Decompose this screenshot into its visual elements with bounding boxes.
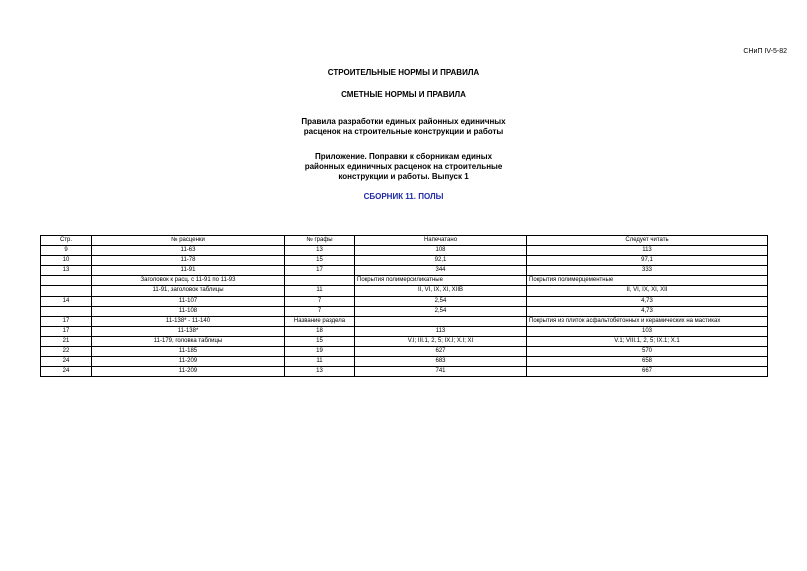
cell-should-read: II, VI, IX, XI, XII xyxy=(527,286,768,296)
cell-page xyxy=(41,276,92,286)
cell-page xyxy=(41,306,92,316)
collection-title xyxy=(0,192,807,202)
cell-rate-number: 11-63 xyxy=(92,246,285,256)
cell-should-read: 97,1 xyxy=(527,256,768,266)
cell-should-read: Покрытия из плиток асфальтобетонных и керамических на мастиках xyxy=(527,316,768,326)
cell-page: 14 xyxy=(41,296,92,306)
cell-rate-number: 11-91, заголовок таблицы xyxy=(92,286,285,296)
cell-printed: 627 xyxy=(355,347,527,357)
table-row xyxy=(41,316,768,326)
cell-column-number xyxy=(285,276,355,286)
cell-page: 10 xyxy=(41,256,92,266)
header-page: Стр. xyxy=(41,236,92,246)
cell-column-number: Название раздела xyxy=(285,316,355,326)
cell-printed: Покрытия полимерсиликатные xyxy=(355,276,527,286)
cell-rate-number: Заголовок к расц. с 11-91 по 11-93 xyxy=(92,276,285,286)
cell-should-read: 667 xyxy=(527,367,768,377)
cell-should-read: V.1; VIII.1, 2, 5; IX.1; X.1 xyxy=(527,336,768,346)
document-code: СНиП IV-5-82 xyxy=(743,48,787,55)
cell-column-number: 11 xyxy=(285,286,355,296)
cell-page: 17 xyxy=(41,326,92,336)
cell-column-number: 15 xyxy=(285,336,355,346)
cell-column-number: 7 xyxy=(285,296,355,306)
rules-title-line-2: расценок на строительные конструкции и работы xyxy=(303,127,504,136)
cell-column-number: 19 xyxy=(285,347,355,357)
cell-page: 17 xyxy=(41,316,92,326)
cell-should-read: 4,73 xyxy=(527,296,768,306)
cell-page: 21 xyxy=(41,336,92,346)
table-header-row xyxy=(41,236,768,246)
cell-column-number: 7 xyxy=(285,306,355,316)
cell-printed: 741 xyxy=(355,367,527,377)
table-row xyxy=(41,347,768,357)
cell-column-number: 13 xyxy=(285,367,355,377)
cell-should-read: Покрытия полимерцементные xyxy=(527,276,768,286)
cell-rate-number: 11-108 xyxy=(92,306,285,316)
cell-should-read: 4,73 xyxy=(527,306,768,316)
table-row xyxy=(41,276,768,286)
table-row xyxy=(41,286,768,296)
cell-printed: 2,54 xyxy=(355,296,527,306)
cell-rate-number: 11-91 xyxy=(92,266,285,276)
cell-printed: II, VI, IX, XI, XIIB xyxy=(355,286,527,296)
cell-rate-number: 11-185 xyxy=(92,347,285,357)
cell-rate-number: 11-107 xyxy=(92,296,285,306)
cell-column-number: 11 xyxy=(285,357,355,367)
appendix-title-line-2: районных единичных расценок на строительные xyxy=(304,162,503,171)
appendix-title-line-3: конструкции и работы. Выпуск 1 xyxy=(338,172,469,181)
subtitle-line: СМЕТНЫЕ НОРМЫ И ПРАВИЛА xyxy=(341,90,466,99)
table-row xyxy=(41,367,768,377)
cell-printed: 683 xyxy=(355,357,527,367)
main-title xyxy=(0,68,807,78)
cell-should-read: 658 xyxy=(527,357,768,367)
cell-page: 24 xyxy=(41,357,92,367)
errata-table xyxy=(40,235,768,377)
header-column-number: № графы xyxy=(285,236,355,246)
table-row xyxy=(41,326,768,336)
header-rate-number: № расценки xyxy=(92,236,285,246)
cell-should-read: 103 xyxy=(527,326,768,336)
collection-title-text: СБОРНИК 11. ПОЛЫ xyxy=(363,192,444,201)
cell-page: 13 xyxy=(41,266,92,276)
cell-rate-number: 11-179, головка таблицы xyxy=(92,336,285,346)
cell-should-read: 570 xyxy=(527,347,768,357)
cell-page xyxy=(41,286,92,296)
cell-printed: V.I; III.1, 2, 5; IX.I; X.I; XI xyxy=(355,336,527,346)
rules-title xyxy=(0,117,807,137)
header-should-read: Следует читать xyxy=(527,236,768,246)
cell-printed: 2,54 xyxy=(355,306,527,316)
cell-rate-number: 11-78 xyxy=(92,256,285,266)
appendix-title-line-1: Приложение. Поправки к сборникам единых xyxy=(314,152,493,161)
cell-page: 9 xyxy=(41,246,92,256)
cell-column-number: 18 xyxy=(285,326,355,336)
table-row xyxy=(41,306,768,316)
appendix-title xyxy=(0,152,807,182)
cell-should-read: 113 xyxy=(527,246,768,256)
cell-should-read: 333 xyxy=(527,266,768,276)
cell-printed: 113 xyxy=(355,326,527,336)
cell-printed xyxy=(355,316,527,326)
cell-page: 24 xyxy=(41,367,92,377)
header-printed: Напечатано xyxy=(355,236,527,246)
subtitle xyxy=(0,90,807,100)
cell-rate-number: 11-138* - 11-140 xyxy=(92,316,285,326)
main-title-line: СТРОИТЕЛЬНЫЕ НОРМЫ И ПРАВИЛА xyxy=(327,68,480,77)
cell-rate-number: 11-138* xyxy=(92,326,285,336)
cell-column-number: 15 xyxy=(285,256,355,266)
cell-printed: 108 xyxy=(355,246,527,256)
cell-column-number: 17 xyxy=(285,266,355,276)
table-row xyxy=(41,246,768,256)
table-row xyxy=(41,357,768,367)
cell-printed: 344 xyxy=(355,266,527,276)
table-body xyxy=(41,246,768,377)
cell-page: 22 xyxy=(41,347,92,357)
table-row xyxy=(41,336,768,346)
table-row xyxy=(41,266,768,276)
table-row xyxy=(41,256,768,266)
rules-title-line-1: Правила разработки единых районных единичных xyxy=(301,117,506,126)
table-row xyxy=(41,296,768,306)
cell-rate-number: 11-209 xyxy=(92,357,285,367)
cell-printed: 92,1 xyxy=(355,256,527,266)
cell-rate-number: 11-209 xyxy=(92,367,285,377)
cell-column-number: 13 xyxy=(285,246,355,256)
